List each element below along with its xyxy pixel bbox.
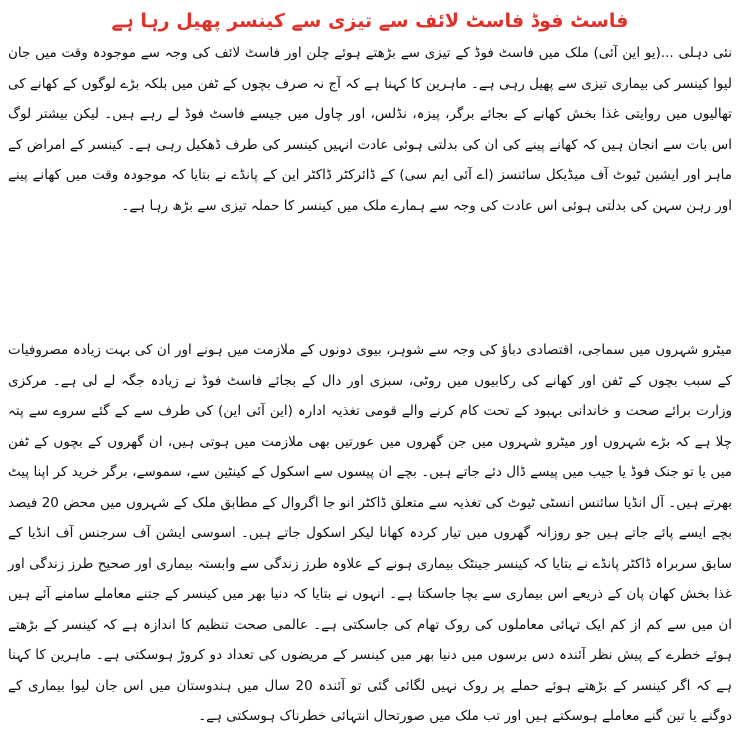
paragraph-spacer — [8, 283, 732, 335]
article-paragraph-1: نئی دہلی ...(یو این آئی) ملک میں فاسٹ فوڈ کے تیزی سے بڑھتے ہوئے چلن اور فاسٹ لائف کی وجہ سے موجودہ وقت میں جان لیوا کینسر کی بیماری تیزی سے پھیل رہی ہے۔ ماہرین کا کہنا ہے کہ آج نہ صرف بچوں کے ٹفن میں بلکہ بڑے لوگوں کے کھانے کی تھالیوں میں روایتی غذا بخش کھانے کے بجائے برگر، پیزہ، نڈلس، اور چاول میں جیسے فاسٹ فوڈ لے رہے ہیں۔ لیکن بیشتر لوگ اس بات سے انجان ہیں کہ کھانے پینے کی ان کی بدلتی ہوئی عادت انہیں کینسر کی طرف ڈھکیل رہی ہے۔ کینسر کے امراض کے ماہر اور ایشین ٹیوٹ آف میڈیکل سائنسز (اے آئی ایم سی) کے ڈائرکٹر ڈاکٹر این کے پانڈے نے بتایا کہ موجودہ وقت میں کھانے پینے اور رہن سہن کی بدلتی ہوئی اس عادت کی وجہ سے ہمارے ملک میں کینسر کا حملہ تیزی سے بڑھ رہا ہے۔ — [8, 45, 732, 214]
article-headline: فاسٹ فوڈ فاسٹ لائف سے تیزی سے کینسر پھیل رہا ہے — [111, 10, 629, 32]
article-paragraph-2: میٹرو شہروں میں سماجی، اقتصادی دباؤ کی وجہ سے شوہر، بیوی دونوں کے ملازمت میں ہونے اور ان کی بہت زیادہ مصروفیات کے سبب بچوں کے ٹفن اور کھانے کی رکابیوں میں روٹی، سبزی اور دال کے بجائے فاسٹ فوڈ نے زیادہ جگہ لے لی ہے۔ مرکزی وزارت برائے صحت و خاندانی بہبود کے تحت کام کرنے والے قومی تغذیہ ادارہ (این آئی این) کی طرف سے کے گئے سروے سے پتہ چلا ہے کہ بڑے شہروں اور میٹرو شہروں میں جن گھروں میں عورتیں بھی ملازمت میں ہوتی ہیں، ان گھروں کے بچوں کے ٹفن میں یا تو جنک فوڈ یا جیب میں پیسے ڈال دئے جاتے ہیں۔ بچے ان پیسوں سے اسکول کے کینٹین سے، سموسے، برگر خرید کر اپنا پیٹ بھرتے ہیں۔ آل انڈیا سائنس انسٹی ٹیوٹ کی تغذیہ سے متعلق ڈاکٹر انو جا اگروال کے مطابق ملک کے شہروں میں محض 20 فیصد بچے ایسے پائے جاتے ہیں جو روزانہ گھروں میں تیار کردہ کھانا لیکر اسکول جاتے ہیں۔ اسوسی ایشن آف سرجنس آف انڈیا کے سابق سربراہ ڈاکٹر پانڈے نے بتایا کہ کینسر جینٹک بیماری ہونے کے علاوہ طرز زندگی سے وابستہ بیماری اور صحیح طرز زندگی اور غذا بخش کھان پان کے ذریعے اس بیماری سے بچا جاسکتا ہے۔ انہوں نے بتایا کہ دنیا بھر میں کینسر کے جتنے معاملے سامنے آئے ہیں ان میں سے کم از کم ایک تہائی معاملوں کی روک تھام کی جاسکتی ہے۔ عالمی صحت تنظیم کا اندازہ ہے کہ کینسر کے بڑھتے ہوئے خطرے کے پیش نظر آئندہ دس برسوں میں دنیا بھر میں کینسر کے مریضوں کی تعداد دو کروڑ ہوسکتی ہے۔ ماہرین کا کہنا ہے کہ اگر کینسر کے بڑھتے ہوئے حملے پر روک نہیں لگائی گئی تو آئندہ 20 سال میں ہندوستان میں اس جان لیوا بیماری کے دوگنے یا تین گنے معاملے ہوسکتے ہیں اور تب ملک میں صورتحال انتہائی خطرناک ہوسکتی ہے۔ — [8, 342, 732, 724]
